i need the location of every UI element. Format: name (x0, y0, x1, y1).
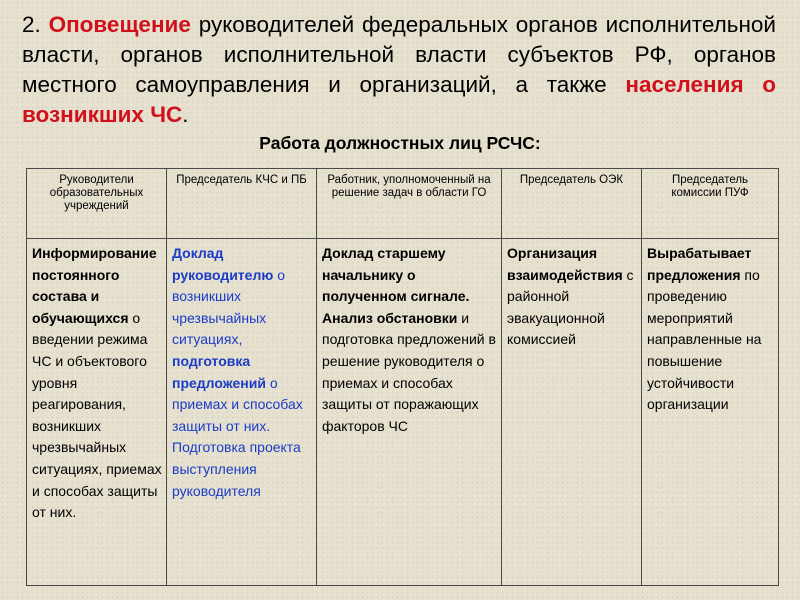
col3-p2-rest: и подготовка предложений в решение руководителя о приемах и способах защиты от поражающих факторов ЧС (322, 309, 496, 434)
col1-bold: Информирование постоянного состава и обучающихся (32, 245, 157, 326)
col2-p1-rest: о возникших чрезвычайных ситуациях, (172, 266, 285, 348)
col2-p3: Подготовка проекта выступления руководителя (172, 439, 301, 499)
header-cell-education-heads: Руководители образовательных учреждений (27, 169, 167, 239)
cell-oek-chairman (502, 239, 642, 586)
col2-p2-bold: подготовка предложений (172, 352, 266, 391)
heading-number: 2. (22, 12, 41, 37)
col4-rest: с районной эвакуационной комиссией (507, 266, 634, 348)
cell-kchs-chairman (167, 239, 317, 586)
header-cell-puf-chairman: Председатель комиссии ПУФ (642, 169, 779, 239)
heading-red-notification: Оповещение (48, 12, 191, 37)
slide-heading (22, 10, 776, 130)
header-row (27, 169, 779, 239)
col5-rest: по проведению мероприятий направленные на повышение устойчивости организации (647, 266, 762, 413)
col3-p2-bold: Анализ обстановки (322, 309, 458, 326)
heading-red-population: населения о возникших ЧС (22, 72, 777, 127)
heading-end: . (182, 102, 189, 127)
col5-bold: Вырабатывает предложения (647, 245, 752, 283)
header-cell-go-officer: Работник, уполномоченный на решение задач в области ГО (317, 169, 502, 239)
cell-education-heads (27, 239, 167, 586)
subheading: Работа должностных лиц РСЧС: (259, 133, 541, 153)
cell-go-officer (317, 239, 502, 586)
col4-bold: Организация взаимодействия (507, 245, 623, 283)
cell-puf-chairman (642, 239, 779, 586)
col2-p2-rest: о приемах и способах защиты от них. (172, 374, 303, 434)
officials-table (26, 168, 779, 586)
body-row (27, 239, 779, 586)
col2-p1-bold: Доклад руководителю (172, 245, 274, 283)
header-cell-oek-chairman: Председатель ОЭК (502, 169, 642, 239)
col1-rest: о введении режима ЧС и объектового уровня реагирования, возникших чрезвычайных ситуациях, приемах и способах защиты от них. (32, 309, 162, 521)
header-cell-kchs-chairman: Председатель КЧС и ПБ (167, 169, 317, 239)
heading-text: руководителей федеральных органов исполнительной власти, органов исполнительной власти субъектов РФ, органов местного самоуправления и организаций, а также (22, 12, 776, 97)
col3-p1-bold: Доклад старшему начальнику о полученном сигнале. (322, 245, 470, 305)
